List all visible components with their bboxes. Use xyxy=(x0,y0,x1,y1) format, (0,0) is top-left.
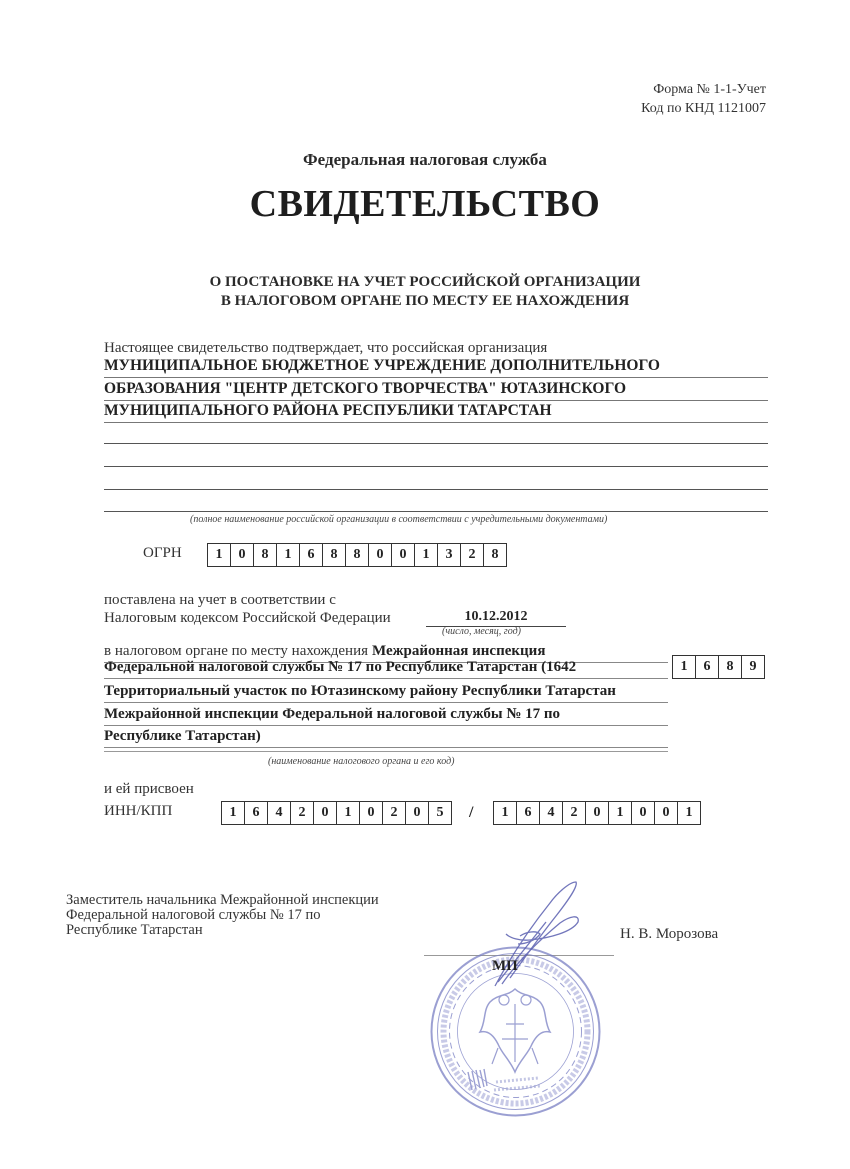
ogrn-digit: 1 xyxy=(277,544,300,566)
authority-line-3: Межрайонной инспекции Федеральной налоговой службы № 17 по xyxy=(104,703,668,726)
inn-kpp-separator: / xyxy=(469,804,474,821)
inn-digit: 5 xyxy=(436,805,444,820)
inn-digit: 2 xyxy=(291,802,314,824)
ogrn-digit: 0 xyxy=(369,544,392,566)
seal-label: МП xyxy=(492,958,518,974)
organization-name-line-2: ОБРАЗОВАНИЯ "ЦЕНТР ДЕТСКОГО ТВОРЧЕСТВА" ЮТАЗИНСКОГО xyxy=(104,378,768,401)
kpp-digit: 1 xyxy=(494,802,517,824)
kpp-cells xyxy=(493,801,701,825)
ogrn-label: ОГРН xyxy=(143,545,182,561)
registration-date: 10.12.2012 xyxy=(426,608,566,627)
signer-position-line-3: Республике Татарстан xyxy=(66,922,203,938)
kpp-digit: 2 xyxy=(563,802,586,824)
organization-intro: Настоящее свидетельство подтверждает, что российская организация xyxy=(104,340,548,356)
kpp-digit: 0 xyxy=(632,802,655,824)
ogrn-digit: 3 xyxy=(438,544,461,566)
authority-code-cells xyxy=(672,655,765,679)
authority-caption: (наименование налогового органа и его код) xyxy=(268,756,455,767)
ogrn-digit: 2 xyxy=(461,544,484,566)
ogrn-digit: 1 xyxy=(208,544,231,566)
organization-name-line-1: МУНИЦИПАЛЬНОЕ БЮДЖЕТНОЕ УЧРЕЖДЕНИЕ ДОПОЛНИТЕЛЬНОГО xyxy=(104,355,768,378)
kpp-digit: 6 xyxy=(517,802,540,824)
signer-position-line-2: Федеральной налоговой службы № 17 по xyxy=(66,907,321,923)
signer-position xyxy=(66,893,379,938)
inn-digit: 1 xyxy=(222,802,245,824)
inn-digit: 2 xyxy=(383,802,406,824)
assigned-label: и ей присвоен xyxy=(104,781,194,797)
authority-code-digit: 8 xyxy=(719,656,742,678)
registration-line-1: поставлена на учет в соответствии с xyxy=(104,592,336,608)
blank-line xyxy=(104,466,768,467)
ogrn-digit: 8 xyxy=(491,547,499,562)
blank-line xyxy=(104,443,768,444)
authority-line-4: Республике Татарстан) xyxy=(104,725,668,748)
ogrn-digit: 8 xyxy=(254,544,277,566)
organization-caption: (полное наименование российской организации в соответствии с учредительными документами) xyxy=(190,514,608,525)
authority-intro: в налоговом органе по месту нахождения xyxy=(104,643,369,659)
ogrn-digit: 0 xyxy=(231,544,254,566)
inn-digit: 0 xyxy=(360,802,383,824)
inn-digit: 1 xyxy=(337,802,360,824)
form-number: Форма № 1-1-Учет xyxy=(653,82,766,97)
inn-digit: 6 xyxy=(245,802,268,824)
authority-line-1: Федеральной налоговой службы № 17 по Республике Татарстан (1642 xyxy=(104,656,668,679)
ogrn-cells xyxy=(207,543,507,567)
blank-line xyxy=(104,511,768,512)
kpp-digit: 4 xyxy=(540,802,563,824)
signer-position-line-1: Заместитель начальника Межрайонной инспекции xyxy=(66,892,379,908)
ogrn-digit: 1 xyxy=(415,544,438,566)
inn-digit: 0 xyxy=(406,802,429,824)
ogrn-digit: 8 xyxy=(323,544,346,566)
signer-name: Н. В. Морозова xyxy=(620,926,719,942)
kpp-digit: 0 xyxy=(586,802,609,824)
blank-line xyxy=(104,751,668,752)
kpp-digit: 1 xyxy=(609,802,632,824)
inn-cells xyxy=(221,801,452,825)
ogrn-digit: 6 xyxy=(300,544,323,566)
knd-code: Код по КНД 1121007 xyxy=(641,101,766,116)
kpp-digit: 0 xyxy=(655,802,678,824)
subtitle-line-1: О ПОСТАНОВКЕ НА УЧЕТ РОССИЙСКОЙ ОРГАНИЗАЦИИ xyxy=(209,274,641,290)
authority-line-2: Территориальный участок по Ютазинскому району Республики Татарстан xyxy=(104,680,668,703)
ogrn-digit: 8 xyxy=(346,544,369,566)
registration-line-2: Налоговым кодексом Российской Федерации xyxy=(104,610,391,626)
document-title: СВИДЕТЕЛЬСТВО xyxy=(249,183,601,225)
ogrn-digit: 0 xyxy=(392,544,415,566)
authority-code-digit: 9 xyxy=(749,659,757,674)
inn-kpp-label: ИНН/КПП xyxy=(104,803,173,819)
organization-name-line-3: МУНИЦИПАЛЬНОГО РАЙОНА РЕСПУБЛИКИ ТАТАРСТАН xyxy=(104,400,768,423)
blank-line xyxy=(104,489,768,490)
inn-digit: 0 xyxy=(314,802,337,824)
subtitle-line-2: В НАЛОГОВОМ ОРГАНЕ ПО МЕСТУ ЕЕ НАХОЖДЕНИЯ xyxy=(220,293,630,309)
authority-code-digit: 6 xyxy=(696,656,719,678)
authority-code-digit: 1 xyxy=(673,656,696,678)
document-subtitle xyxy=(0,273,850,311)
kpp-digit: 1 xyxy=(685,805,693,820)
agency-name: Федеральная налоговая служба xyxy=(303,150,547,169)
inn-digit: 4 xyxy=(268,802,291,824)
form-header xyxy=(641,80,766,118)
authority-first: Межрайонная инспекция xyxy=(372,643,546,659)
date-caption: (число, месяц, год) xyxy=(442,626,521,637)
